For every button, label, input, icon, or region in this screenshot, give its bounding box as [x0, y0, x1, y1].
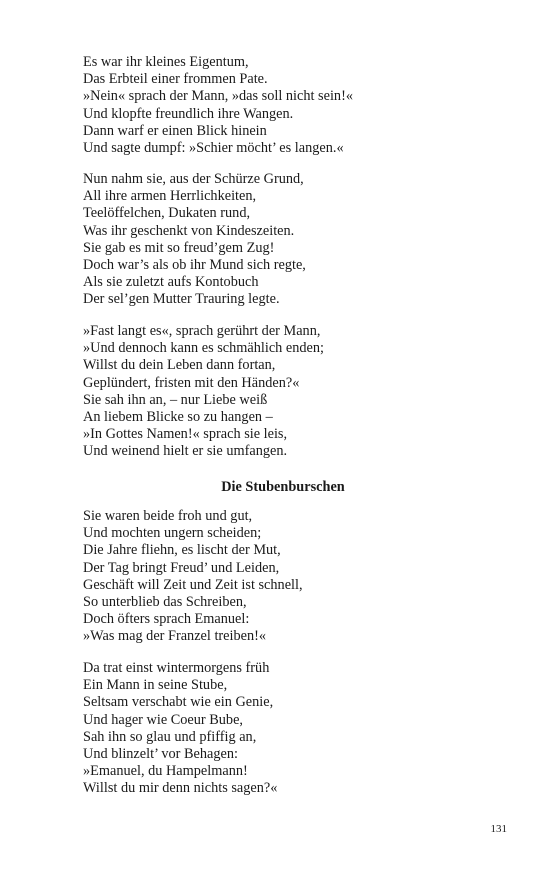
- stanza-1: [83, 54, 483, 157]
- page-number: 131: [490, 823, 507, 835]
- verse-line: Nun nahm sie, aus der Schürze Grund,: [83, 171, 304, 187]
- verse-line: Sie gab es mit so freud’gem Zug!: [83, 239, 275, 256]
- verse-line: Teelöffelchen, Dukaten rund,: [83, 205, 251, 222]
- verse-line: Der sel’gen Mutter Trauring legte.: [83, 291, 280, 308]
- verse-line: Seltsam verschabt wie ein Genie,: [83, 694, 274, 711]
- verse-line: »Emanuel, du Hampelmann!: [83, 763, 248, 780]
- verse-line: Geplündert, fristen mit den Händen?«: [83, 374, 300, 391]
- verse-line: »Fast langt es«, sprach gerührt der Mann,: [83, 323, 321, 339]
- stanza-2: [83, 171, 483, 309]
- verse-line: Willst du dein Leben dann fortan,: [83, 357, 276, 374]
- verse-line: Und hager wie Coeur Bube,: [83, 711, 244, 728]
- verse-line: Doch war’s als ob ihr Mund sich regte,: [83, 257, 306, 274]
- verse-line: Und weinend hielt er sie umfangen.: [83, 443, 288, 460]
- verse-line: An liebem Blicke so zu hangen –: [83, 409, 273, 426]
- stanza-3: [83, 323, 483, 461]
- verse-line: Da trat einst wintermorgens früh: [83, 660, 270, 676]
- verse-line: Die Jahre fliehn, es lischt der Mut,: [83, 542, 281, 559]
- verse-line: Sie waren beide froh und gut,: [83, 508, 253, 524]
- verse-line: Der Tag bringt Freud’ und Leiden,: [83, 559, 280, 576]
- verse-line: Sie sah ihn an, – nur Liebe weiß: [83, 391, 268, 408]
- verse-line: Doch öfters sprach Emanuel:: [83, 611, 250, 628]
- verse-line: Dann warf er einen Blick hinein: [83, 122, 267, 139]
- verse-line: Was ihr geschenkt von Kindeszeiten.: [83, 222, 295, 239]
- verse-line: »Und dennoch kann es schmählich enden;: [83, 340, 324, 357]
- verse-line: Und klopfte freundlich ihre Wangen.: [83, 105, 294, 122]
- verse-line: »Was mag der Franzel treiben!«: [83, 628, 267, 645]
- verse-line: »In Gottes Namen!« sprach sie leis,: [83, 426, 288, 443]
- verse-line: Ein Mann in seine Stube,: [83, 677, 228, 694]
- verse-line: Und mochten ungern scheiden;: [83, 525, 262, 542]
- poem-title: Die Stubenburschen: [221, 479, 345, 495]
- verse-line: All ihre armen Herrlichkeiten,: [83, 188, 257, 205]
- verse-line: Willst du mir denn nichts sagen?«: [83, 780, 278, 797]
- verse-line: Sah ihn so glau und pfiffig an,: [83, 728, 257, 745]
- verse-line: Das Erbteil einer frommen Pate.: [83, 71, 268, 88]
- verse-line: Und blinzelt’ vor Behagen:: [83, 746, 238, 763]
- stanza-4: [83, 508, 483, 646]
- verse-line: So unterblieb das Schreiben,: [83, 594, 247, 611]
- verse-line: Es war ihr kleines Eigentum,: [83, 54, 249, 70]
- stanza-5: [83, 660, 483, 798]
- verse-line: Als sie zuletzt aufs Kontobuch: [83, 274, 259, 291]
- verse-line: Geschäft will Zeit und Zeit ist schnell,: [83, 576, 303, 593]
- verse-line: Und sagte dumpf: »Schier möcht’ es langen.«: [83, 140, 344, 157]
- verse-line: »Nein« sprach der Mann, »das soll nicht sein!«: [83, 88, 353, 105]
